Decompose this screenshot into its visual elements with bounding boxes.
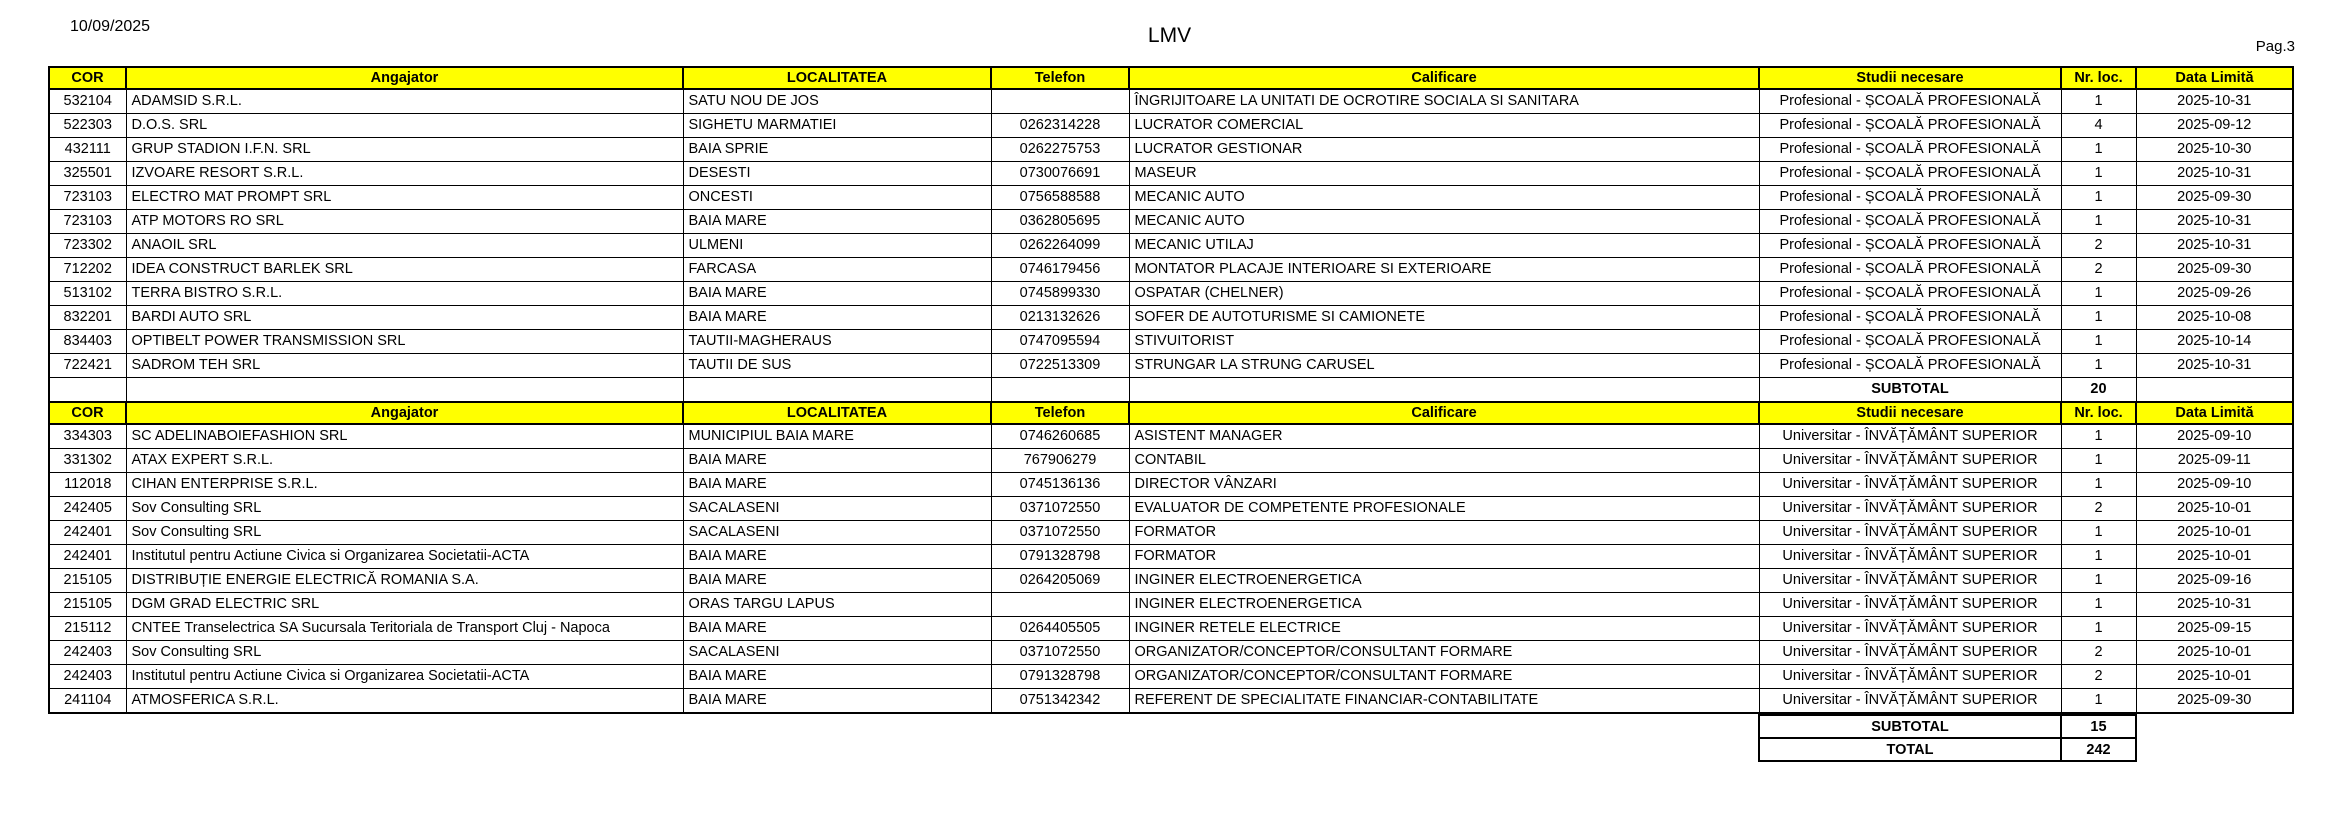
column-header-telefon: Telefon [991,67,1129,89]
cell-localitatea: SIGHETU MARMATIEI [683,114,991,138]
cell-telefon: 767906279 [991,449,1129,473]
cell-nr-loc: 1 [2061,138,2136,162]
column-header-angajator: Angajator [126,402,683,424]
cell-studii-necesare: Universitar - ÎNVĂȚĂMÂNT SUPERIOR [1759,521,2061,545]
cell-calificare: INGINER ELECTROENERGETICA [1129,593,1759,617]
cell-cor: 834403 [49,330,126,354]
cell-cor: 723302 [49,234,126,258]
cell-nr-loc: 1 [2061,186,2136,210]
cell-cor: 241104 [49,689,126,714]
cell-cor: 215112 [49,617,126,641]
column-header-nr-loc: Nr. loc. [2061,402,2136,424]
cell-angajator: DISTRIBUȚIE ENERGIE ELECTRICĂ ROMANIA S.A. [126,569,683,593]
cell-telefon: 0745136136 [991,473,1129,497]
cell-data-limita: 2025-09-26 [2136,282,2293,306]
column-header-localitatea: LOCALITATEA [683,67,991,89]
cell-cor: 513102 [49,282,126,306]
cell-data-limita: 2025-10-01 [2136,521,2293,545]
table-row [49,593,2293,617]
cell-cor: 522303 [49,114,126,138]
cell-calificare: LUCRATOR GESTIONAR [1129,138,1759,162]
table-row [49,89,2293,114]
cell-calificare: EVALUATOR DE COMPETENTE PROFESIONALE [1129,497,1759,521]
cell-angajator: SADROM TEH SRL [126,354,683,378]
cell-data-limita: 2025-09-11 [2136,449,2293,473]
cell-telefon: 0371072550 [991,497,1129,521]
column-header-calificare: Calificare [1129,402,1759,424]
cell-data-limita: 2025-10-31 [2136,89,2293,114]
cell-studii-necesare: Profesional - ȘCOALĂ PROFESIONALĂ [1759,234,2061,258]
cell-calificare: REFERENT DE SPECIALITATE FINANCIAR-CONTABILITATE [1129,689,1759,714]
vacancies-table [48,66,2294,714]
cell-calificare: OSPATAR (CHELNER) [1129,282,1759,306]
cell-calificare: CONTABIL [1129,449,1759,473]
cell-studii-necesare: Universitar - ÎNVĂȚĂMÂNT SUPERIOR [1759,473,2061,497]
cell-telefon: 0747095594 [991,330,1129,354]
subtotal-row [49,378,2293,403]
cell-calificare: INGINER ELECTROENERGETICA [1129,569,1759,593]
cell-nr-loc: 2 [2061,234,2136,258]
cell-localitatea: BAIA MARE [683,689,991,714]
cell-angajator: ATAX EXPERT S.R.L. [126,449,683,473]
cell-studii-necesare: Universitar - ÎNVĂȚĂMÂNT SUPERIOR [1759,641,2061,665]
cell-localitatea: SACALASENI [683,497,991,521]
cell-localitatea: ULMENI [683,234,991,258]
cell-angajator: CIHAN ENTERPRISE S.R.L. [126,473,683,497]
cell-cor: 723103 [49,186,126,210]
cell-angajator: ADAMSID S.R.L. [126,89,683,114]
cell-cor: 242403 [49,641,126,665]
cell-angajator: D.O.S. SRL [126,114,683,138]
cell-telefon: 0262275753 [991,138,1129,162]
column-header-data-limita: Data Limită [2136,402,2293,424]
cell-data-limita: 2025-10-31 [2136,210,2293,234]
cell-studii-necesare: Profesional - ȘCOALĂ PROFESIONALĂ [1759,186,2061,210]
cell-studii-necesare: Profesional - ȘCOALĂ PROFESIONALĂ [1759,354,2061,378]
column-header-calificare: Calificare [1129,67,1759,89]
table-row [49,449,2293,473]
cell-telefon [991,89,1129,114]
cell-telefon: 0362805695 [991,210,1129,234]
cell-calificare: SOFER DE AUTOTURISME SI CAMIONETE [1129,306,1759,330]
table-row [49,258,2293,282]
cell-calificare: MONTATOR PLACAJE INTERIOARE SI EXTERIOARE [1129,258,1759,282]
cell-data-limita: 2025-10-14 [2136,330,2293,354]
cell-nr-loc: 2 [2061,665,2136,689]
report-date: 10/09/2025 [70,18,151,35]
table-row [49,424,2293,449]
cell-cor: 712202 [49,258,126,282]
cell-nr-loc: 1 [2061,545,2136,569]
cell-studii-necesare: Profesional - ȘCOALĂ PROFESIONALĂ [1759,258,2061,282]
cell-data-limita: 2025-10-30 [2136,138,2293,162]
column-header-studii-necesare: Studii necesare [1759,67,2061,89]
cell-localitatea: BAIA MARE [683,306,991,330]
table-row [49,114,2293,138]
cell-empty [683,378,991,403]
cell-empty [991,378,1129,403]
cell-cor: 331302 [49,449,126,473]
cell-localitatea: SACALASENI [683,641,991,665]
cell-data-limita: 2025-10-01 [2136,665,2293,689]
cell-localitatea: ORAS TARGU LAPUS [683,593,991,617]
cell-data-limita: 2025-09-15 [2136,617,2293,641]
table-row [49,473,2293,497]
cell-data-limita: 2025-09-30 [2136,186,2293,210]
cell-cor: 112018 [49,473,126,497]
cell-nr-loc: 1 [2061,617,2136,641]
cell-angajator: IDEA CONSTRUCT BARLEK SRL [126,258,683,282]
cell-localitatea: ONCESTI [683,186,991,210]
cell-studii-necesare: Profesional - ȘCOALĂ PROFESIONALĂ [1759,138,2061,162]
cell-nr-loc: 1 [2061,210,2136,234]
table-row [49,689,2293,714]
cell-data-limita: 2025-09-10 [2136,424,2293,449]
cell-data-limita: 2025-10-31 [2136,354,2293,378]
cell-telefon: 0371072550 [991,641,1129,665]
cell-cor: 432111 [49,138,126,162]
cell-localitatea: BAIA MARE [683,617,991,641]
cell-angajator: BARDI AUTO SRL [126,306,683,330]
cell-localitatea: BAIA SPRIE [683,138,991,162]
cell-data-limita: 2025-10-01 [2136,497,2293,521]
cell-telefon: 0756588588 [991,186,1129,210]
column-header-localitatea: LOCALITATEA [683,402,991,424]
cell-telefon: 0722513309 [991,354,1129,378]
subtotal-value: 20 [2061,378,2136,403]
header-row [49,67,2293,89]
cell-telefon: 0262314228 [991,114,1129,138]
cell-cor: 832201 [49,306,126,330]
cell-nr-loc: 1 [2061,330,2136,354]
cell-studii-necesare: Universitar - ÎNVĂȚĂMÂNT SUPERIOR [1759,617,2061,641]
cell-calificare: FORMATOR [1129,545,1759,569]
table-row [49,354,2293,378]
cell-nr-loc: 1 [2061,89,2136,114]
cell-data-limita: 2025-09-30 [2136,258,2293,282]
cell-localitatea: BAIA MARE [683,569,991,593]
cell-cor: 334303 [49,424,126,449]
total-row [1759,738,2136,761]
cell-nr-loc: 1 [2061,473,2136,497]
table-row [49,186,2293,210]
total-label: TOTAL [1759,738,2061,761]
cell-calificare: MECANIC AUTO [1129,186,1759,210]
cell-calificare: INGINER RETELE ELECTRICE [1129,617,1759,641]
cell-localitatea: TAUTII DE SUS [683,354,991,378]
cell-cor: 723103 [49,210,126,234]
cell-studii-necesare: Universitar - ÎNVĂȚĂMÂNT SUPERIOR [1759,593,2061,617]
cell-telefon: 0751342342 [991,689,1129,714]
table-row [49,234,2293,258]
totals-table [1758,714,2137,762]
cell-calificare: ORGANIZATOR/CONCEPTOR/CONSULTANT FORMARE [1129,665,1759,689]
table-row [49,282,2293,306]
cell-calificare: ASISTENT MANAGER [1129,424,1759,449]
column-header-studii-necesare: Studii necesare [1759,402,2061,424]
cell-telefon: 0791328798 [991,545,1129,569]
cell-nr-loc: 2 [2061,258,2136,282]
table-row [49,569,2293,593]
cell-angajator: ATMOSFERICA S.R.L. [126,689,683,714]
cell-nr-loc: 1 [2061,593,2136,617]
column-header-cor: COR [49,67,126,89]
cell-telefon: 0264205069 [991,569,1129,593]
cell-localitatea: BAIA MARE [683,473,991,497]
cell-localitatea: BAIA MARE [683,282,991,306]
cell-data-limita: 2025-10-01 [2136,641,2293,665]
cell-angajator: CNTEE Transelectrica SA Sucursala Teritoriala de Transport Cluj - Napoca [126,617,683,641]
page-header [0,0,2339,66]
table-row [49,162,2293,186]
cell-data-limita: 2025-10-08 [2136,306,2293,330]
table-row [49,138,2293,162]
cell-angajator: Institutul pentru Actiune Civica si Organizarea Societatii-ACTA [126,665,683,689]
column-header-angajator: Angajator [126,67,683,89]
subtotal-label: SUBTOTAL [1759,378,2061,403]
table-row [49,521,2293,545]
cell-angajator: Institutul pentru Actiune Civica si Organizarea Societatii-ACTA [126,545,683,569]
table-row [49,545,2293,569]
page-number: Pag.3 [2255,38,2295,55]
cell-calificare: ÎNGRIJITOARE LA UNITATI DE OCROTIRE SOCIALA SI SANITARA [1129,89,1759,114]
cell-calificare: ORGANIZATOR/CONCEPTOR/CONSULTANT FORMARE [1129,641,1759,665]
cell-data-limita: 2025-10-31 [2136,593,2293,617]
cell-angajator: GRUP STADION I.F.N. SRL [126,138,683,162]
column-header-telefon: Telefon [991,402,1129,424]
cell-cor: 215105 [49,569,126,593]
cell-angajator: ATP MOTORS RO SRL [126,210,683,234]
cell-studii-necesare: Profesional - ȘCOALĂ PROFESIONALĂ [1759,306,2061,330]
cell-nr-loc: 1 [2061,354,2136,378]
cell-calificare: MASEUR [1129,162,1759,186]
cell-data-limita: 2025-10-01 [2136,545,2293,569]
cell-angajator: IZVOARE RESORT S.R.L. [126,162,683,186]
cell-angajator: Sov Consulting SRL [126,497,683,521]
cell-studii-necesare: Profesional - ȘCOALĂ PROFESIONALĂ [1759,210,2061,234]
cell-calificare: STIVUITORIST [1129,330,1759,354]
cell-empty [49,378,126,403]
cell-nr-loc: 1 [2061,569,2136,593]
cell-nr-loc: 1 [2061,689,2136,714]
cell-telefon [991,593,1129,617]
cell-angajator: Sov Consulting SRL [126,641,683,665]
cell-data-limita: 2025-10-31 [2136,234,2293,258]
cell-telefon: 0371072550 [991,521,1129,545]
cell-telefon: 0746179456 [991,258,1129,282]
cell-studii-necesare: Universitar - ÎNVĂȚĂMÂNT SUPERIOR [1759,689,2061,714]
cell-localitatea: BAIA MARE [683,545,991,569]
cell-studii-necesare: Universitar - ÎNVĂȚĂMÂNT SUPERIOR [1759,449,2061,473]
cell-nr-loc: 2 [2061,641,2136,665]
cell-cor: 325501 [49,162,126,186]
subtotal-value: 15 [2061,715,2136,738]
cell-studii-necesare: Profesional - ȘCOALĂ PROFESIONALĂ [1759,114,2061,138]
cell-empty [1129,378,1759,403]
column-header-nr-loc: Nr. loc. [2061,67,2136,89]
cell-data-limita: 2025-10-31 [2136,162,2293,186]
cell-calificare: LUCRATOR COMERCIAL [1129,114,1759,138]
cell-cor: 722421 [49,354,126,378]
table-row [49,497,2293,521]
cell-calificare: FORMATOR [1129,521,1759,545]
cell-angajator: DGM GRAD ELECTRIC SRL [126,593,683,617]
cell-empty [126,378,683,403]
cell-angajator: ELECTRO MAT PROMPT SRL [126,186,683,210]
cell-studii-necesare: Universitar - ÎNVĂȚĂMÂNT SUPERIOR [1759,569,2061,593]
cell-calificare: STRUNGAR LA STRUNG CARUSEL [1129,354,1759,378]
header-row [49,402,2293,424]
cell-studii-necesare: Profesional - ȘCOALĂ PROFESIONALĂ [1759,330,2061,354]
table-row [49,306,2293,330]
cell-localitatea: BAIA MARE [683,449,991,473]
table-row [49,330,2293,354]
cell-data-limita: 2025-09-10 [2136,473,2293,497]
cell-localitatea: FARCASA [683,258,991,282]
cell-nr-loc: 1 [2061,282,2136,306]
cell-telefon: 0730076691 [991,162,1129,186]
total-value: 242 [2061,738,2136,761]
cell-localitatea: TAUTII-MAGHERAUS [683,330,991,354]
cell-cor: 532104 [49,89,126,114]
cell-telefon: 0262264099 [991,234,1129,258]
cell-nr-loc: 1 [2061,424,2136,449]
cell-nr-loc: 2 [2061,497,2136,521]
cell-calificare: DIRECTOR VÂNZARI [1129,473,1759,497]
column-header-data-limita: Data Limită [2136,67,2293,89]
page-title: LMV [1147,24,1192,47]
table-row [49,617,2293,641]
cell-angajator: Sov Consulting SRL [126,521,683,545]
table-row [49,641,2293,665]
cell-studii-necesare: Universitar - ÎNVĂȚĂMÂNT SUPERIOR [1759,424,2061,449]
cell-studii-necesare: Profesional - ȘCOALĂ PROFESIONALĂ [1759,162,2061,186]
cell-studii-necesare: Profesional - ȘCOALĂ PROFESIONALĂ [1759,89,2061,114]
cell-studii-necesare: Profesional - ȘCOALĂ PROFESIONALĂ [1759,282,2061,306]
cell-telefon: 0264405505 [991,617,1129,641]
cell-localitatea: BAIA MARE [683,210,991,234]
cell-calificare: MECANIC UTILAJ [1129,234,1759,258]
cell-nr-loc: 1 [2061,306,2136,330]
cell-cor: 242405 [49,497,126,521]
cell-cor: 242401 [49,545,126,569]
cell-angajator: TERRA BISTRO S.R.L. [126,282,683,306]
cell-telefon: 0746260685 [991,424,1129,449]
cell-data-limita: 2025-09-16 [2136,569,2293,593]
cell-localitatea: SACALASENI [683,521,991,545]
cell-telefon: 0213132626 [991,306,1129,330]
cell-nr-loc: 1 [2061,162,2136,186]
cell-empty [2136,378,2293,403]
subtotal-label: SUBTOTAL [1759,715,2061,738]
cell-cor: 242401 [49,521,126,545]
cell-cor: 242403 [49,665,126,689]
cell-studii-necesare: Universitar - ÎNVĂȚĂMÂNT SUPERIOR [1759,665,2061,689]
column-header-cor: COR [49,402,126,424]
cell-localitatea: SATU NOU DE JOS [683,89,991,114]
cell-telefon: 0791328798 [991,665,1129,689]
cell-nr-loc: 4 [2061,114,2136,138]
cell-angajator: ANAOIL SRL [126,234,683,258]
cell-data-limita: 2025-09-30 [2136,689,2293,714]
cell-studii-necesare: Universitar - ÎNVĂȚĂMÂNT SUPERIOR [1759,497,2061,521]
cell-studii-necesare: Universitar - ÎNVĂȚĂMÂNT SUPERIOR [1759,545,2061,569]
cell-nr-loc: 1 [2061,521,2136,545]
cell-calificare: MECANIC AUTO [1129,210,1759,234]
cell-nr-loc: 1 [2061,449,2136,473]
table-row [49,665,2293,689]
cell-angajator: SC ADELINABOIEFASHION SRL [126,424,683,449]
subtotal-row [1759,715,2136,738]
cell-localitatea: MUNICIPIUL BAIA MARE [683,424,991,449]
cell-telefon: 0745899330 [991,282,1129,306]
cell-angajator: OPTIBELT POWER TRANSMISSION SRL [126,330,683,354]
cell-cor: 215105 [49,593,126,617]
cell-localitatea: BAIA MARE [683,665,991,689]
cell-localitatea: DESESTI [683,162,991,186]
table-row [49,210,2293,234]
cell-data-limita: 2025-09-12 [2136,114,2293,138]
